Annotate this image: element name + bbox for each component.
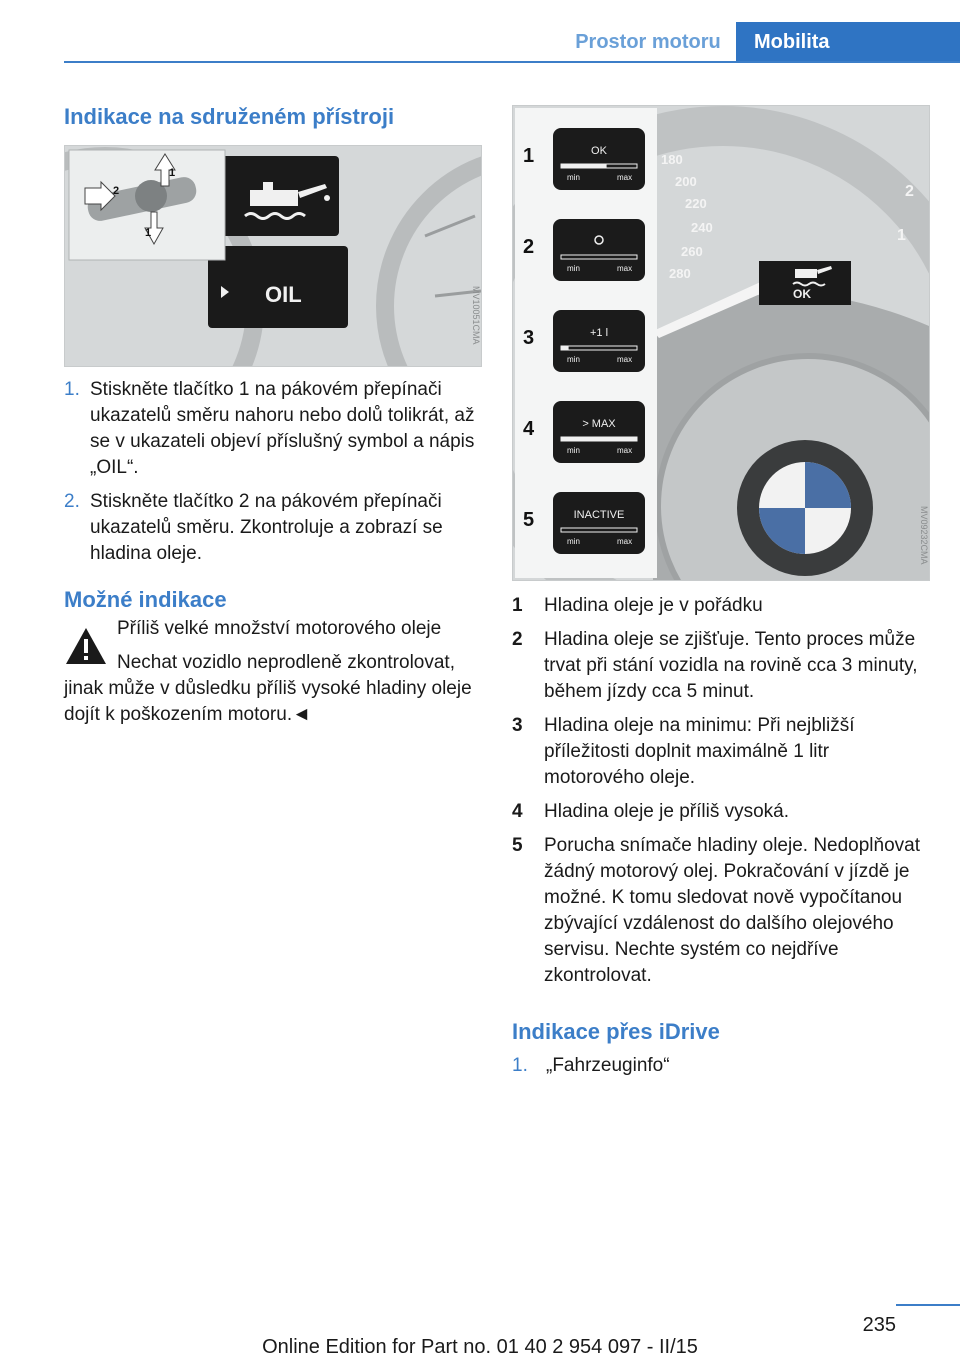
scale-max-label: max bbox=[617, 173, 633, 182]
scale-min-label: min bbox=[567, 264, 580, 273]
oil-level-bar bbox=[561, 437, 637, 441]
scale-min-label: min bbox=[567, 355, 580, 364]
warning-block bbox=[64, 616, 484, 728]
legend-item: 4 Hladina oleje je příliš vysoká. bbox=[512, 801, 790, 822]
list-item: 1. Stiskněte tlačítko 1 na pákovém přepínači ukazatelů směru nahoru nebo dolů tolikrát, až se v ukazateli objeví příslušný symbol a nápis „OIL“. bbox=[64, 379, 475, 478]
footer-rule bbox=[896, 1304, 960, 1306]
panel-status-text: +1 l bbox=[589, 327, 609, 339]
rpm-tick-label: 1 bbox=[897, 227, 906, 244]
scale-min-label: min bbox=[567, 537, 580, 546]
speed-tick-label: 180 bbox=[661, 152, 683, 167]
rpm-tick-label: 2 bbox=[905, 183, 914, 200]
scale-max-label: max bbox=[617, 537, 633, 546]
header-rule bbox=[64, 61, 960, 63]
speed-tick-label: 220 bbox=[685, 196, 707, 211]
figure-cluster-oil bbox=[64, 145, 482, 367]
legend-item: 3 Hladina oleje na minimu: Při nejbližší příležitosti doplnit maximálně 1 litr motorového oleje. bbox=[512, 715, 855, 788]
scale-min-label: min bbox=[567, 173, 580, 182]
oil-indications-illustration bbox=[513, 106, 929, 580]
footer-edition: Online Edition for Part no. 01 40 2 954 097 - II/15 bbox=[262, 1336, 698, 1358]
steps-list bbox=[64, 377, 484, 575]
section-heading-cluster: Indikace na sdruženém přístroji bbox=[64, 104, 395, 129]
panel-number: 5 bbox=[523, 509, 535, 531]
idrive-step: 1. „Fahrzeuginfo“ bbox=[512, 1055, 670, 1076]
section-heading-idrive: Indikace přes iDrive bbox=[512, 1019, 720, 1044]
scale-max-label: max bbox=[617, 446, 633, 455]
tab-mobility[interactable]: Mobilita bbox=[736, 22, 960, 63]
panel-number: 4 bbox=[523, 418, 535, 440]
panel-status-text: INACTIVE bbox=[573, 509, 625, 521]
section-heading-possible: Možné indikace bbox=[64, 587, 227, 612]
scale-max-label: max bbox=[617, 355, 633, 364]
speed-tick-label: 260 bbox=[681, 244, 703, 259]
speed-tick-label: 280 bbox=[669, 266, 691, 281]
panel-status-text: OK bbox=[591, 145, 607, 157]
display-text-oil: OIL bbox=[265, 282, 302, 307]
svg-text:1: 1 bbox=[169, 167, 176, 179]
list-item: 2. Stiskněte tlačítko 2 na pákovém přepínači ukazatelů směru. Zkontroluje a zobrazí se hladina oleje. bbox=[64, 491, 443, 564]
tab-engine-compartment[interactable]: Prostor motoru bbox=[575, 31, 721, 53]
indication-panels bbox=[515, 108, 657, 578]
legend-list bbox=[512, 593, 928, 1087]
cluster-illustration bbox=[65, 146, 481, 366]
panel-number: 3 bbox=[523, 327, 535, 349]
panel-number: 2 bbox=[523, 236, 535, 258]
legend-item: 2 Hladina oleje se zjišťuje. Tento proces může trvat při stání vozidla na rovině cca 3 minuty, během jízdy cca 5 minut. bbox=[512, 629, 918, 702]
figure-oil-indications bbox=[512, 105, 930, 581]
legend-item: 1 Hladina oleje je v pořádku bbox=[512, 595, 763, 616]
panel-status-text: > MAX bbox=[582, 418, 616, 430]
oil-level-bar bbox=[561, 346, 569, 350]
scale-max-label: max bbox=[617, 264, 633, 273]
warning-title: Příliš velké množství motorového oleje bbox=[117, 618, 442, 639]
speed-tick-label: 200 bbox=[675, 174, 697, 189]
scale-min-label: min bbox=[567, 446, 580, 455]
legend-item: 5 Porucha snímače hladiny oleje. Nedoplňovat žádný motorový olej. Pokračování v jízdě je možné. K tomu sledovat nově vypočítanou zbývající vzdálenost do dalšího olejového servisu. Nechte systém co nejdříve zkontrolovat. bbox=[512, 835, 921, 986]
svg-text:1: 1 bbox=[145, 227, 152, 239]
warning-text-line2: jinak může v důsledku příliš vysoké hladiny oleje dojít k poškozením motoru.◄ bbox=[64, 678, 472, 725]
speed-tick-label: 240 bbox=[691, 220, 713, 235]
svg-text:OK: OK bbox=[793, 287, 811, 301]
panel-number: 1 bbox=[523, 145, 535, 167]
page-number: 235 bbox=[862, 1314, 896, 1336]
warning-text-line1: Nechat vozidlo neprodleně zkontrolovat, bbox=[117, 652, 455, 673]
svg-text:2: 2 bbox=[113, 185, 120, 197]
figure-code: MV10051CMA bbox=[471, 286, 481, 345]
figure-code: MV09232CMA bbox=[919, 506, 929, 565]
warning-triangle-icon bbox=[64, 626, 108, 666]
oil-level-bar bbox=[561, 164, 607, 168]
